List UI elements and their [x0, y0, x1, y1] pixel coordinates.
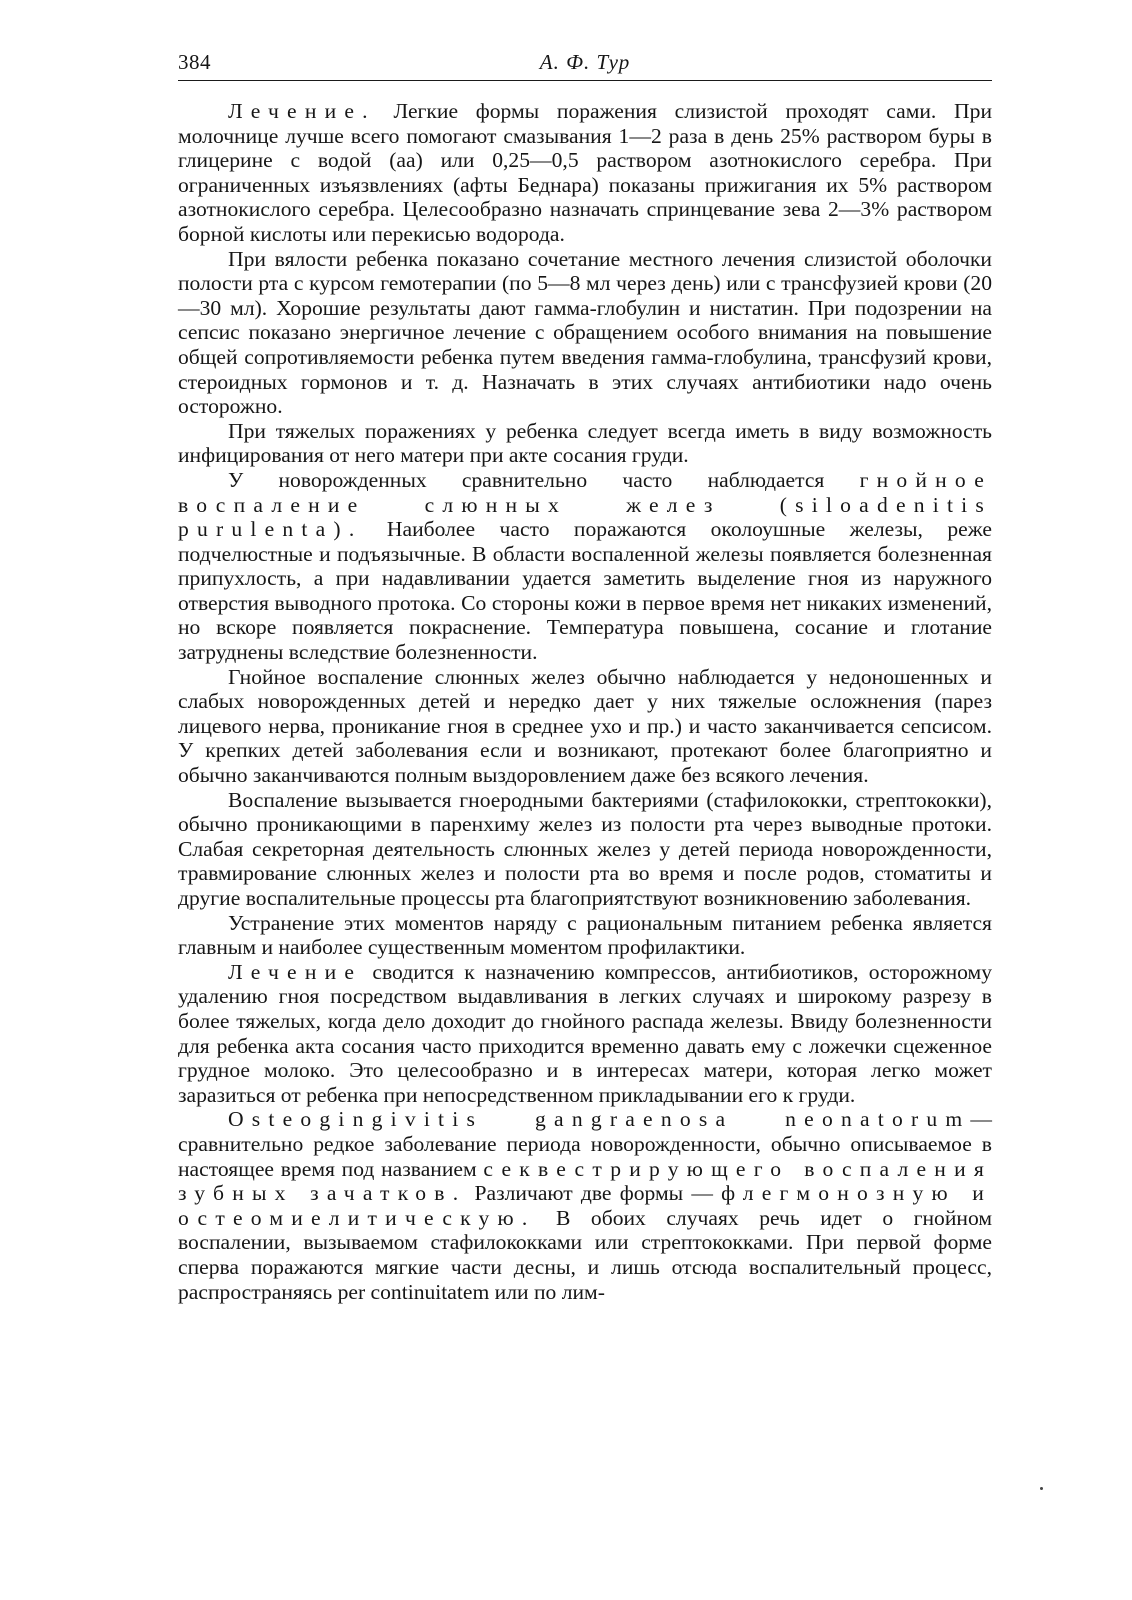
paragraph-text: —сравнительно редкое заболевание периода новорожденности, обычно описываемое в настоящее время под названием	[178, 1107, 992, 1181]
running-head	[178, 46, 992, 81]
body-text	[178, 99, 992, 1304]
paragraph-prevention	[178, 911, 992, 960]
paragraph-osteogingivitis	[178, 1107, 992, 1304]
paragraph-treatment	[178, 99, 992, 247]
paragraph-treatment-2	[178, 960, 992, 1108]
paragraph-text: сводится к назначению компрессов, антибиотиков, осторожному удалению гноя посредством выдавливания в легких случаях и широкому разрезу в более тяжелых, когда дело доходит до гнойного распада железы. Ввиду болезненности для ребенка акта сосания часто приходится временно давать ему с ложечки сцеженное грудное молоко. Это целесообразно и в интересах матери, которая легко может заразиться от ребенка при непосредственном прикладывании его к груди.	[178, 959, 992, 1107]
paragraph-lethargy	[178, 247, 992, 419]
spaced-term: секвестрирующего воспаления зубных зачатков.	[178, 1156, 992, 1206]
paragraph-prognosis	[178, 665, 992, 788]
spaced-term: флегмонозную и остеомиелитическую.	[178, 1181, 992, 1230]
spaced-term: Osteogingivitis gangraenosa neonatorum	[228, 1107, 971, 1132]
print-speck	[1040, 1487, 1043, 1490]
page-number: 384	[178, 50, 211, 74]
paragraph-text: При вялости ребенка показано сочетание местного лечения слизистой оболочки полости рта с курсом гемотерапии (по 5—8 мл через день) или с трансфузией крови (20—30 мл). Хорошие результаты дают гамма-глобулин и нистатин. При подозрении на сепсис показано энергичное лечение с обращением особого внимания на повышение общей сопротивляемости ребенка путем введения гамма-глобулина, трансфузий крови, стероидных гормонов и т. д. Назначать в этих случаях антибиотики надо очень осторожно.	[178, 246, 992, 419]
spaced-heading: Лечение	[228, 959, 363, 984]
paragraph-text: Устранение этих моментов наряду с рациональным питанием ребенка является главным и наиболее существенным моментом профилактики.	[178, 910, 992, 960]
paragraph-text: Различают две формы —	[466, 1181, 722, 1206]
paragraph-lead: У новорожденных сравнительно часто наблюдается	[228, 467, 860, 492]
paragraph-text: Воспаление вызывается гноеродными бактериями (стафилококки, стрептококки), обычно проникающими в паренхиму желез из полости рта через выводные протоки. Слабая секреторная деятельность слюнных желез у детей периода новорожденности, травмирование слюнных желез и полости рта во время и после родов, стоматиты и другие воспалительные процессы рта благоприятствуют возникновению заболевания.	[178, 787, 992, 910]
spaced-heading: Лечение.	[228, 99, 376, 123]
spaced-term: гнойное воспаление слюнных желез (siloadenitis purulenta).	[178, 467, 992, 542]
paragraph-text: В обоих случаях речь идет о гнойном воспалении, вызываемом стафилококками или стрептококками. При первой форме сперва поражаются мягкие части десны, и лишь отсюда воспалительный процесс, распространяясь per continuitatem или по лим-	[178, 1205, 992, 1304]
paragraph-text: Легкие формы поражения слизистой проходят сами. При молочнице лучше всего помогают смазывания 1—2 раза в день 25% раствором буры в глицерине с водой (aa) или 0,25—0,5 раствором азотнокислого серебра. При ограниченных изъязвлениях (афты Беднара) показаны прижигания их 5% раствором азотнокислого серебра. Целесообразно назначать спринцевание зева 2—3% раствором борной кислоты или перекисью водорода.	[178, 99, 992, 246]
paragraph-text: Наиболее часто поражаются околоушные железы, реже подчелюстные и подъязычные. В области воспаленной железы появляется болезненная припухлость, а при надавливании удается заметить выделение гноя из наружного отверстия выводного протока. Со стороны кожи в первое время нет никаких изменений, но вскоре появляется покраснение. Температура повышена, сосание и глотание затруднены вследствие болезненности.	[178, 517, 992, 665]
paragraph-etiology	[178, 788, 992, 911]
running-title: А. Ф. Тур	[539, 50, 631, 74]
paragraph-text: Гнойное воспаление слюнных желез обычно наблюдается у недоношенных и слабых новорожденных детей и нередко дает у них тяжелые осложнения (парез лицевого нерва, проникание гноя в среднее ухо и пр.) и часто заканчивается сепсисом. У крепких детей заболевания если и возникают, протекают более благоприятно и обычно заканчиваются полным выздоровлением даже без всякого лечения.	[178, 664, 992, 788]
paragraph-severe	[178, 419, 992, 468]
book-page	[178, 46, 992, 1304]
paragraph-sialadenitis	[178, 468, 992, 665]
paragraph-text: При тяжелых поражениях у ребенка следует всегда иметь в виду возможность инфицирования от него матери при акте сосания груди.	[178, 418, 992, 468]
